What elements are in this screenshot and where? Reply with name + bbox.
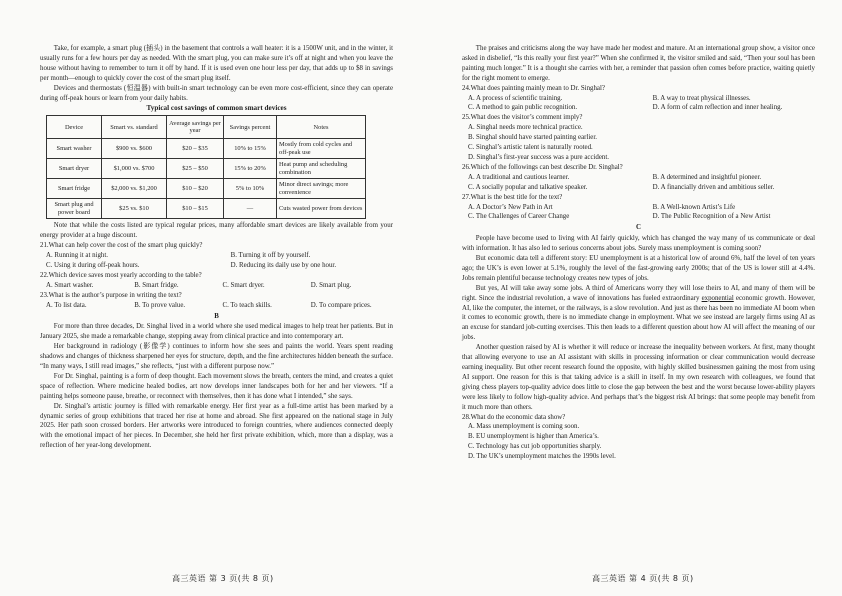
question-21 xyxy=(40,241,393,271)
table-cell: Smart plug and power board xyxy=(47,199,102,219)
question-24 xyxy=(462,84,815,114)
option-d: D. To compare prices. xyxy=(310,301,372,309)
question-stem: 22.Which device saves most yearly according to the table? xyxy=(40,271,202,279)
table-header: Savings percent xyxy=(224,116,277,139)
table-cell: $25 vs. $10 xyxy=(102,199,167,219)
option-d: D. The UK’s unemployment matches the 1990s level. xyxy=(468,453,616,461)
option-b: B. A determined and insightful pioneer. xyxy=(652,173,762,181)
table-cell: $20 – $35 xyxy=(167,139,224,159)
passage-a-paragraph-1: Take, for example, a smart plug (插头) in the basement that controls a wall heater: it is a 1500W unit, and in the winter, it usually runs for a few hours per day as needed. With the smart plug, you can make sure it’s off at night and when you leave the house without having to remember to turn it off by hand. If it is used even one hour less per day, that adds up to $8 in savings per month—enough to quickly cover the cost of the smart plug itself. xyxy=(40,45,393,82)
question-22 xyxy=(40,271,393,291)
table-header-row xyxy=(47,116,366,139)
smart-device-savings-table xyxy=(46,115,366,219)
passage-b-paragraph-3: For Dr. Singhal, painting is a form of deep thought. Each movement slows the breath, centers the mind, and creates a quiet space of reflection. Where medicine healed bodies, art now develops inner landscapes both for her and her viewers. “If a painting helps someone pause, breathe, or reconnect with themselves, then it has done what I intended,” she says. xyxy=(40,372,393,400)
option-c: C. Singhal’s artistic talent is naturally rooted. xyxy=(468,144,593,152)
question-26 xyxy=(462,163,815,193)
table-row xyxy=(47,159,366,179)
option-b: B. Singhal should have started painting earlier. xyxy=(468,134,597,142)
table-header: Smart vs. standard xyxy=(102,116,167,139)
option-a: A. Mass unemployment is coming soon. xyxy=(468,423,580,431)
option-b: B. A Well-known Artist’s Life xyxy=(652,203,736,211)
table-cell: Heat pump and scheduling combination xyxy=(277,159,366,179)
table-cell: $2,000 vs. $1,200 xyxy=(102,179,167,199)
question-stem: 24.What does painting mainly mean to Dr. Singhal? xyxy=(462,84,605,92)
table-cell: 5% to 10% xyxy=(224,179,277,199)
table-cell: Mostly from cold cycles and off-peak use xyxy=(277,139,366,159)
option-c: C. The Challenges of Career Change xyxy=(468,213,570,221)
underlined-word: exponential xyxy=(701,294,734,302)
option-a: A. A process of scientific training. xyxy=(468,94,563,102)
passage-b-paragraph-2: Her background in radiology (影像学) continues to inform how she sees and paints the world. Years spent reading shadows and changes of thickness sharpened her eyes for structure, depth, and the fine architectures hidden beneath the surface. “In many ways, I still read images,” she reflects, “just with a different purpose now.” xyxy=(40,343,393,371)
passage-b-paragraph-4: Dr. Singhal’s artistic journey is filled with remarkable energy. Her first year as a full-time artist has been marked by a dynamic series of group exhibitions that traced her rise at home and abroad. She first appeared on the national stage in July 2025. Her path soon crossed borders. Her artworks were introduced to foreign countries, where audiences connected deeply with the emotional impact of her pieces. In December, she held her first private exhibition, which, more than a display, was a reflection of her year-long development. xyxy=(40,402,393,450)
option-b: B. A way to treat physical illnesses. xyxy=(652,94,751,102)
option-c: C. To teach skills. xyxy=(222,301,272,309)
question-stem: 28.What do the economic data show? xyxy=(462,413,566,421)
table-cell: $900 vs. $600 xyxy=(102,139,167,159)
table-cell: Minor direct savings; more convenience xyxy=(277,179,366,199)
paragraph-text: economic growth. However, AI, like the computer, the internet, or the railways, is a slow revolution. And just as there has been no immediate AI boom when it comes to economic growth, there is no immediate change in employment. What we see instead are largely firms using AI as an excuse for standard job-cutting exercises. This then leads to a different question about how AI will affect the meaning of our jobs. xyxy=(462,294,815,342)
table-header: Device xyxy=(47,116,102,139)
question-25 xyxy=(462,113,815,163)
section-c-heading: C xyxy=(636,224,641,232)
option-b: B. EU unemployment is higher than America’s. xyxy=(468,433,599,441)
option-b: B. Smart fridge. xyxy=(134,281,179,289)
table-header: Average savings per year xyxy=(167,116,224,139)
option-d: D. The Public Recognition of a New Artist xyxy=(652,213,771,221)
passage-c-paragraph-4: Another question raised by AI is whether it will reduce or increase the inequality between workers. At first, many thought that allowing everyone to use an AI assistant with skills in processing information or clear communication would decrease earning inequality. But other recent research found the opposite, with highly skilled businessmen gaining the most from using AI support. One reason for this is that taking advice is a skill in itself. In my own research with colleagues, we found that giving chess players top-quality advice does little to close the gap between the best and the worst because lower-ability players were less likely to follow high-quality advice. And perhaps that’s the biggest risk AI brings: that some people may benefit from it much more than others. xyxy=(462,344,815,411)
question-23 xyxy=(40,291,393,311)
option-c: C. Technology has cut job opportunities sharply. xyxy=(468,443,602,451)
option-d: D. Smart plug. xyxy=(310,281,352,289)
question-stem: 23.What is the author’s purpose in writing the text? xyxy=(40,291,182,299)
table-note: Note that while the costs listed are typical regular prices, many affordable smart devices are likely available from your energy provider at a huge discount. xyxy=(40,222,393,240)
page-footer-right: 高三英语 第 4 页(共 8 页) xyxy=(592,574,694,583)
option-c: C. A method to gain public recognition. xyxy=(468,104,578,112)
table-header: Notes xyxy=(277,116,366,139)
option-d: D. A financially driven and ambitious seller. xyxy=(652,183,775,191)
question-stem: 21.What can help cover the cost of the smart plug quickly? xyxy=(40,242,203,250)
left-page xyxy=(40,44,393,451)
page-footer-left: 高三英语 第 3 页(共 8 页) xyxy=(172,574,274,583)
option-a: A. A traditional and cautious learner. xyxy=(468,173,570,181)
table-row xyxy=(47,139,366,159)
table-cell: Cuts wasted power from devices xyxy=(277,199,366,219)
option-b: B. Turning it off by yourself. xyxy=(230,252,311,260)
passage-b-paragraph-5: The praises and criticisms along the way have made her modest and mature. At an international group show, a visitor once asked in disbelief, “Is this really your first year?” When she confirmed it, the visitor smiled and said, “Then your soul has been painting much longer.” It is a thought she carries with her, a reminder that passion often comes before practice, waiting quietly for the right moment to emerge. xyxy=(462,45,815,82)
passage-c-paragraph-2: But economic data tell a different story: EU unemployment is at a historical low of around 6%, half the level of ten years ago; the UK’s is even lower at 5.1%, roughly the level of the fast-growing early 2000s; that of the US is lower still at 4.4%. Jobs remain plentiful because technology creates new types of jobs. xyxy=(462,255,815,282)
table-row xyxy=(47,199,366,219)
passage-c-paragraph-3 xyxy=(462,284,815,343)
passage-b-paragraph-1: For more than three decades, Dr. Singhal lived in a world where she used medical images to help treat her patients. But in January 2025, she made a remarkable change, stepping away from clinical practice and into contemporary art. xyxy=(40,323,393,341)
table-cell: 10% to 15% xyxy=(224,139,277,159)
option-d: D. Reducing its daily use by one hour. xyxy=(230,261,337,269)
option-a: A. A Doctor’s New Path in Art xyxy=(468,203,553,211)
option-c: C. A socially popular and talkative speaker. xyxy=(468,183,588,191)
question-stem: 25.What does the visitor’s comment imply? xyxy=(462,114,583,122)
table-cell: Smart washer xyxy=(47,139,102,159)
table-cell: $25 – $50 xyxy=(167,159,224,179)
question-27 xyxy=(462,193,815,223)
table-cell: $10 – $20 xyxy=(167,179,224,199)
question-28 xyxy=(462,413,815,463)
question-stem: 26.Which of the followings can best describe Dr. Singhal? xyxy=(462,163,623,171)
option-d: D. Singhal’s first-year success was a pure accident. xyxy=(468,153,610,161)
table-cell: 15% to 20% xyxy=(224,159,277,179)
right-page xyxy=(462,44,815,462)
table-cell: Smart fridge xyxy=(47,179,102,199)
option-a: A. Singhal needs more technical practice. xyxy=(468,124,583,132)
table-caption: Typical cost savings of common smart devices xyxy=(146,104,287,113)
option-a: A. Running it at night. xyxy=(46,252,109,260)
table-cell: $1,000 vs. $700 xyxy=(102,159,167,179)
section-b-heading: B xyxy=(214,312,219,320)
paragraph-text: But yes, AI will take away some jobs. A third of Americans worry they will lose theirs to AI, and many of them will be right. Since the industrial revolution, a wave of innovations has fueled extraordinary xyxy=(462,284,815,302)
passage-c-paragraph-1: People have become used to living with AI fairly quickly, which has changed the way many of us communicate or deal with information. It has also led to serious concerns about jobs. Surely mass unemployment is coming soon? xyxy=(462,235,815,253)
option-c: C. Smart dryer. xyxy=(222,281,265,289)
option-d: D. A form of calm reflection and inner healing. xyxy=(652,104,783,112)
table-cell: $10 – $15 xyxy=(167,199,224,219)
question-stem: 27.What is the best title for the text? xyxy=(462,193,563,201)
passage-a-paragraph-2: Devices and thermostats (恒温器) with built-in smart technology can be even more cost-efficient, since they can operate during off-peak hours or learn from your daily habits. xyxy=(40,84,393,102)
option-a: A. Smart washer. xyxy=(46,281,94,289)
option-b: B. To prove value. xyxy=(134,301,186,309)
table-cell: — xyxy=(224,199,277,219)
option-a: A. To list data. xyxy=(46,301,87,309)
option-c: C. Using it during off-peak hours. xyxy=(46,261,140,269)
table-row xyxy=(47,179,366,199)
table-cell: Smart dryer xyxy=(47,159,102,179)
